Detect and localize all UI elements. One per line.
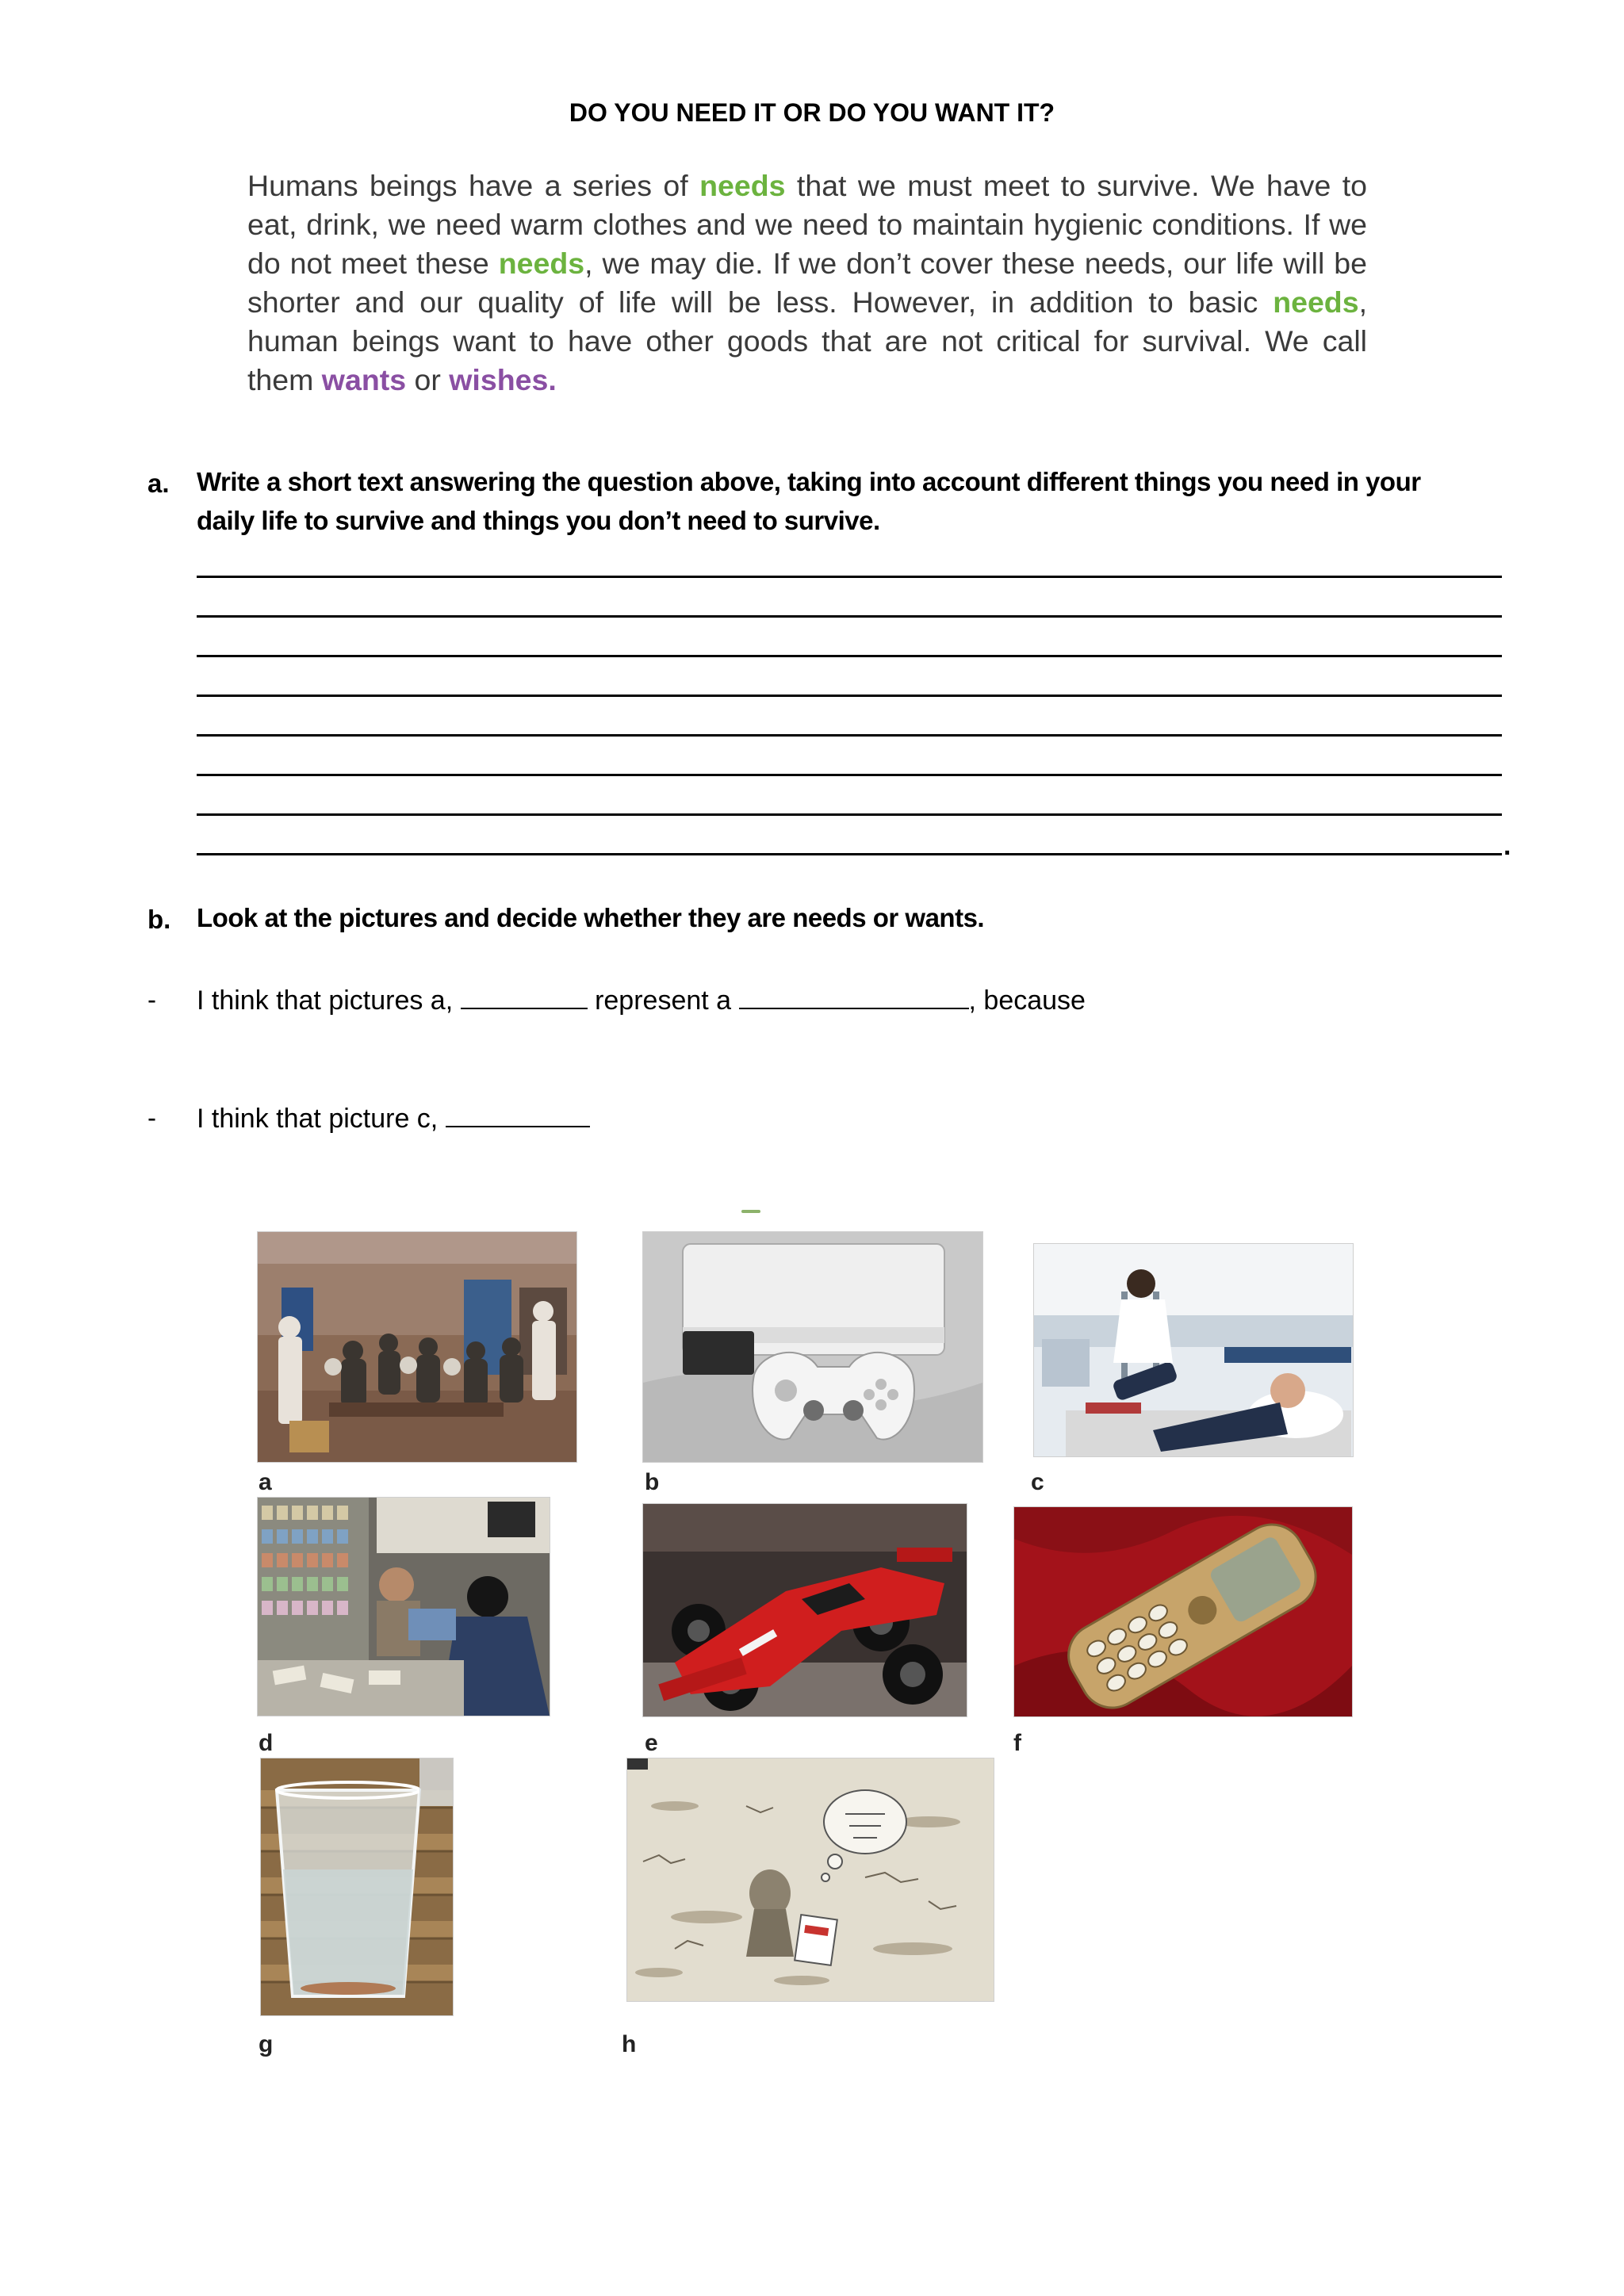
media-shop-photo <box>257 1497 550 1716</box>
picture-label-b: b <box>645 1469 660 1495</box>
answer-line-1[interactable] <box>197 576 1502 578</box>
bullet-dash: - <box>147 1103 156 1132</box>
answer-line-3[interactable] <box>197 655 1502 657</box>
picture-label-e: e <box>645 1730 658 1756</box>
question-a-letter: a. <box>147 469 170 498</box>
keyword-needs: needs <box>1273 285 1359 319</box>
keyword-wants: wants <box>321 363 407 396</box>
page-title: DO YOU NEED IT OR DO YOU WANT IT? <box>569 98 1055 127</box>
answer-line-8[interactable] <box>197 853 1502 855</box>
sentence-picture-c: I think that picture c, <box>197 1102 590 1135</box>
picture-label-c: c <box>1031 1469 1044 1495</box>
answer-line-5[interactable] <box>197 734 1502 737</box>
glass-of-water-photo <box>260 1758 454 2016</box>
game-console-photo <box>642 1231 983 1463</box>
answer-line-6[interactable] <box>197 774 1502 776</box>
keyword-needs: needs <box>498 247 585 280</box>
answer-line-7[interactable] <box>197 813 1502 816</box>
keyword-needs: needs <box>699 169 786 202</box>
people-gathering-photo <box>257 1231 577 1463</box>
decorative-mark <box>741 1210 760 1213</box>
answer-line-2[interactable] <box>197 615 1502 618</box>
sentence-pictures-a: I think that pictures a, represent a , because <box>197 985 1086 1016</box>
blank-need-or-want[interactable] <box>739 984 969 1009</box>
picture-label-h: h <box>622 2031 637 2057</box>
keyword-wishes: wishes. <box>449 363 557 396</box>
bullet-dash: - <box>147 985 156 1014</box>
answer-line-4[interactable] <box>197 695 1502 697</box>
mobile-phone-photo <box>1013 1506 1353 1717</box>
blank-picture-c[interactable] <box>446 1102 590 1127</box>
picture-label-d: d <box>259 1730 274 1756</box>
answer-end-mark: . <box>1503 831 1511 861</box>
racing-car-photo <box>642 1503 967 1717</box>
picture-label-f: f <box>1013 1730 1021 1756</box>
picture-label-a: a <box>259 1469 272 1495</box>
question-b-letter: b. <box>147 905 171 934</box>
physiotherapy-photo <box>1033 1243 1354 1457</box>
drought-cartoon-photo <box>626 1758 994 2002</box>
intro-paragraph: Humans beings have a series of needs that we must meet to survive. We have to eat, drink, we need warm clothes and we need to maintain hygienic conditions. If we do not meet these needs, we may die. If we don’t cover these needs, our life will be shorter and our quality of life will be less. However, in addition to basic needs, human beings want to have other goods that are not critical for survival. We call them wants or wishes. <box>247 169 1367 396</box>
question-a-text: Write a short text answering the question above, taking into account different things you need in your daily life to survive and things you don’t need to survive. <box>197 467 1421 535</box>
picture-label-g: g <box>259 2031 274 2057</box>
question-b-text: Look at the pictures and decide whether they are needs or wants. <box>197 903 985 932</box>
blank-pictures[interactable] <box>461 984 588 1009</box>
